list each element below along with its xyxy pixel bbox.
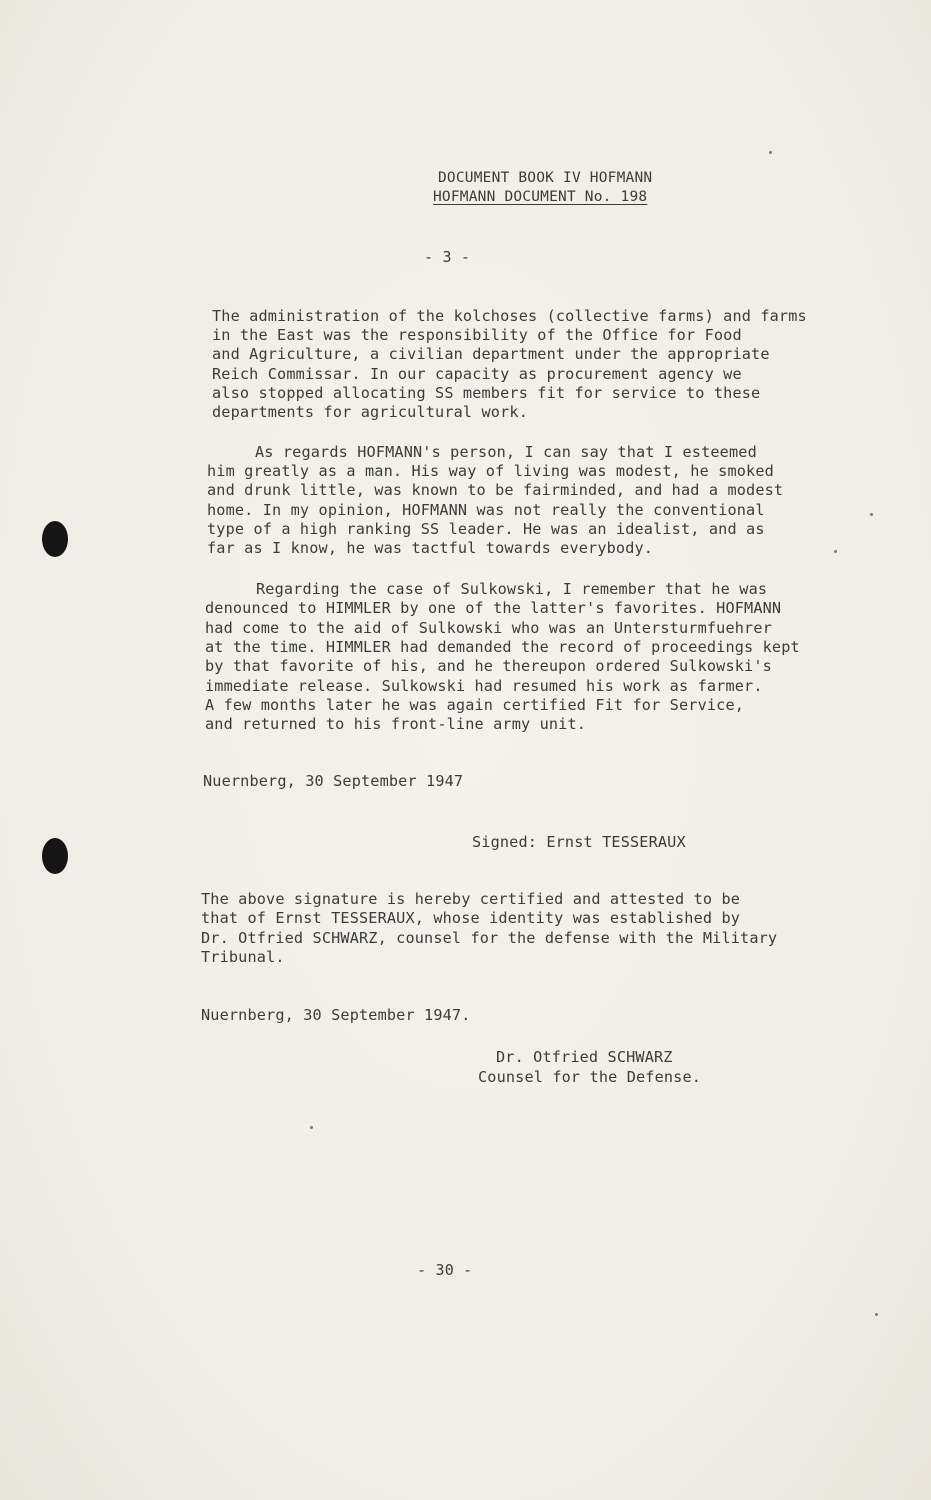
text-line: him greatly as a man. His way of living was modest, he smoked <box>207 462 774 480</box>
counsel-name: Dr. Otfried SCHWARZ <box>496 1048 673 1066</box>
paper-speck <box>875 1313 878 1316</box>
text-line: home. In my opinion, HOFMANN was not really the conventional <box>207 501 765 519</box>
place-date: Nuernberg, 30 September 1947 <box>203 772 464 790</box>
page-marker: - 3 - <box>424 248 471 266</box>
text-line: by that favorite of his, and he thereupon ordered Sulkowski's <box>205 657 772 675</box>
text-line: and returned to his front-line army unit. <box>205 715 587 733</box>
text-line: immediate release. Sulkowski had resumed his work as farmer. <box>205 677 763 695</box>
text-line: A few months later he was again certified Fit for Service, <box>205 696 745 714</box>
text-line: far as I know, he was tactful towards everybody. <box>207 539 654 557</box>
paper-speck <box>769 151 772 154</box>
text-line: and Agriculture, a civilian department under the appropriate <box>212 345 770 363</box>
text-line: and drunk little, was known to be fairminded, and had a modest <box>207 481 784 499</box>
place-date: Nuernberg, 30 September 1947. <box>201 1006 471 1024</box>
punch-hole-top <box>42 521 68 557</box>
text-line: in the East was the responsibility of the Office for Food <box>212 326 742 344</box>
text-line: Tribunal. <box>201 948 285 966</box>
document-book-header: DOCUMENT BOOK IV HOFMANN <box>438 170 653 186</box>
paper-speck <box>870 513 873 516</box>
text-line: As regards HOFMANN's person, I can say that I esteemed <box>255 443 757 461</box>
punch-hole-bottom <box>42 838 68 874</box>
text-line: at the time. HIMMLER had demanded the record of proceedings kept <box>205 638 800 656</box>
text-line: The administration of the kolchoses (collective farms) and farms <box>212 307 807 325</box>
text-line: Dr. Otfried SCHWARZ, counsel for the defense with the Military <box>201 929 778 947</box>
paper-speck <box>310 1126 313 1129</box>
text-line: that of Ernst TESSERAUX, whose identity was established by <box>201 909 741 927</box>
paper-speck <box>834 550 837 553</box>
document-number-header: HOFMANN DOCUMENT No. 198 <box>433 189 648 205</box>
text-line: denounced to HIMMLER by one of the latter's favorites. HOFMANN <box>205 599 782 617</box>
text-line: had come to the aid of Sulkowski who was an Untersturmfuehrer <box>205 619 772 637</box>
text-line: type of a high ranking SS leader. He was an idealist, and as <box>207 520 765 538</box>
signature-line: Signed: Ernst TESSERAUX <box>472 833 686 851</box>
text-line: The above signature is hereby certified and attested to be <box>201 890 741 908</box>
page-number: - 30 - <box>417 1261 473 1279</box>
text-line: departments for agricultural work. <box>212 403 528 421</box>
text-line: also stopped allocating SS members fit for service to these <box>212 384 761 402</box>
text-line: Reich Commissar. In our capacity as procurement agency we <box>212 365 742 383</box>
text-line: Regarding the case of Sulkowski, I remember that he was <box>256 580 768 598</box>
counsel-title: Counsel for the Defense. <box>478 1068 702 1086</box>
